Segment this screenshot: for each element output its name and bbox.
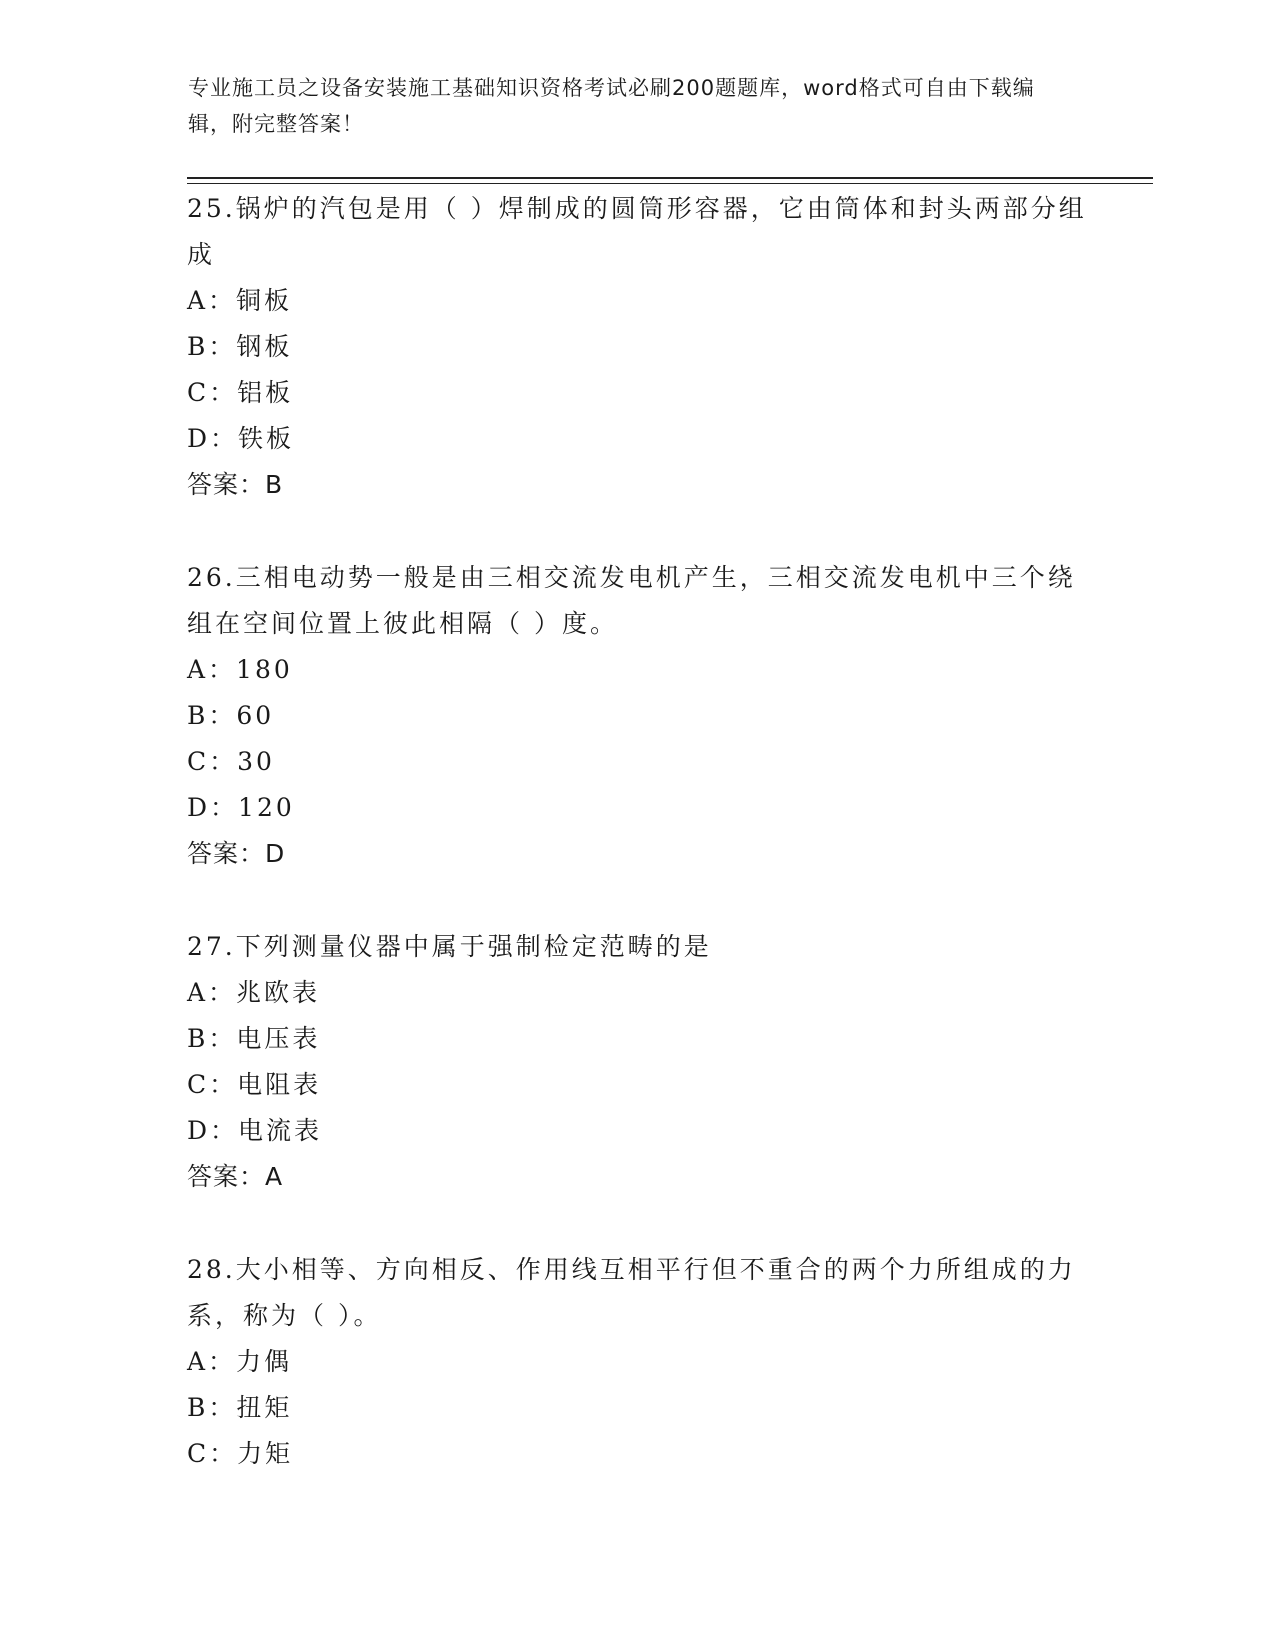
option-d: D：铁板 — [187, 424, 295, 453]
option-b: B：扭矩 — [187, 1393, 293, 1422]
option-a: A：铜板 — [187, 286, 293, 315]
option-c: C：30 — [187, 747, 275, 776]
question-27 — [187, 924, 1087, 1200]
answer: 答案：D — [187, 839, 286, 868]
option-c: C：电阻表 — [187, 1070, 322, 1099]
question-text: 28.大小相等、方向相反、作用线互相平行但不重合的两个力所组成的力系，称为（ ）。 — [187, 1255, 1076, 1330]
option-a: A：兆欧表 — [187, 978, 321, 1007]
option-c: C：铝板 — [187, 378, 294, 407]
option-b: B：钢板 — [187, 332, 293, 361]
option-d: D：120 — [187, 793, 295, 822]
answer: 答案：B — [187, 470, 284, 499]
option-a: A：力偶 — [187, 1347, 293, 1376]
question-text: 26.三相电动势一般是由三相交流发电机产生，三相交流发电机中三个绕组在空间位置上彼此相隔（ ）度。 — [187, 563, 1076, 638]
option-d: D：电流表 — [187, 1116, 323, 1145]
option-c: C：力矩 — [187, 1439, 294, 1468]
option-a: A：180 — [187, 655, 293, 684]
answer: 答案：A — [187, 1162, 284, 1191]
question-25 — [187, 186, 1087, 508]
question-text: 27.下列测量仪器中属于强制检定范畴的是 — [187, 932, 712, 961]
question-text: 25.锅炉的汽包是用（ ）焊制成的圆筒形容器，它由筒体和封头两部分组成 — [187, 194, 1087, 269]
document-header: 专业施工员之设备安装施工基础知识资格考试必刷200题题库，word格式可自由下载编辑，附完整答案！ — [188, 76, 1035, 136]
option-b: B：60 — [187, 701, 275, 730]
header-rule-thin — [187, 183, 1153, 184]
question-28 — [187, 1247, 1087, 1477]
option-b: B：电压表 — [187, 1024, 321, 1053]
header-rule-thick — [187, 177, 1153, 179]
question-26 — [187, 555, 1087, 877]
